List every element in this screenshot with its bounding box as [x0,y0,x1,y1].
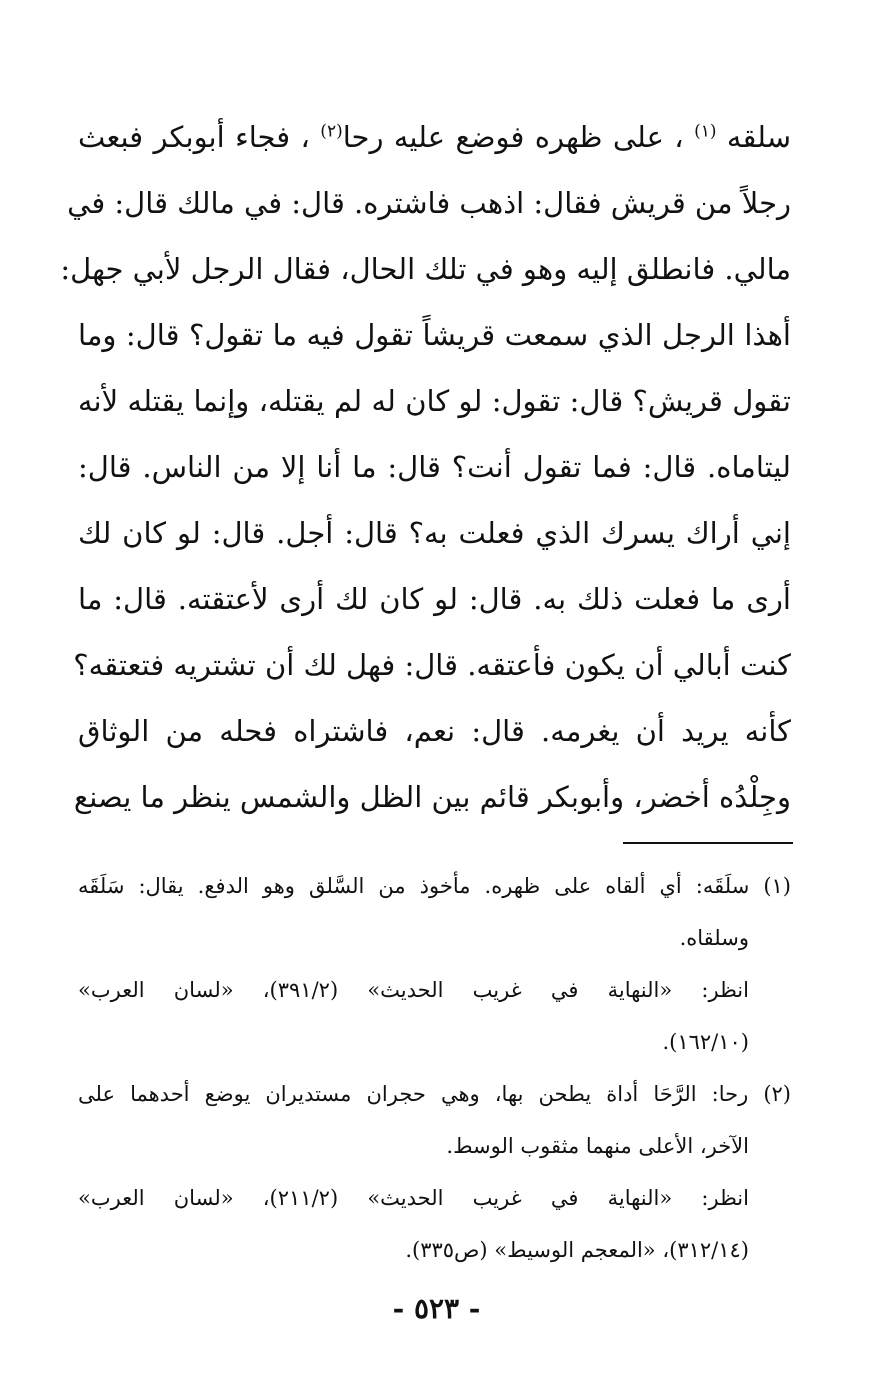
main-text [60,104,792,830]
footnotes [78,860,791,1276]
text-fragment: سلقه [726,120,792,154]
footnote-line: (١) سلَقَه: أي ألقاه على ظهره. مأخوذ من السَّلق وهو الدفع. يقال: سَلَقَه [78,874,791,898]
footnote-source-line: انظر: «النهاية في غريب الحديث» (٣٩١/٢)، «لسان العرب» [78,978,749,1002]
footnote-divider [623,842,793,844]
text-line: مالي. فانطلق إليه وهو في تلك الحال، فقال الرجل لأبي جهل: [60,252,791,286]
text-line: ليتاماه. قال: فما تقول أنت؟ قال: ما أنا إلا من الناس. قال: [78,450,791,484]
footnote-2 [78,1068,791,1276]
footnote-1 [78,860,791,1068]
text-line: وجِلْدُه أخضر، وأبوبكر قائم بين الظل والشمس ينظر ما يصنع [73,780,791,814]
text-line: كنت أبالي أن يكون فأعتقه. قال: فهل لك أن تشتريه فتعتقه؟ [73,648,791,682]
text-line: إني أراك يسرك الذي فعلت به؟ قال: أجل. قال: لو كان لك [78,516,791,550]
footnote-source-line: انظر: «النهاية في غريب الحديث» (٢١١/٢)، «لسان العرب» [78,1186,749,1210]
footnote-source-line: (٣١٢/١٤)، «المعجم الوسيط» (ص٣٣٥). [405,1238,749,1262]
footnote-line: (٢) رحا: الرَّحَا أداة يطحن بها، وهي حجران مستديران يوضع أحدهما على [78,1082,791,1106]
footnote-ref-1[interactable]: (١) [694,121,717,142]
footnote-line: الآخر، الأعلى منهما مثقوب الوسط. [446,1134,749,1158]
text-fragment: ، فجاء أبوبكر فبعث [78,120,310,154]
text-line: أرى ما فعلت ذلك به. قال: لو كان لك أرى لأعتقته. قال: ما [78,582,791,616]
text-line [78,104,791,170]
text-line: رجلاً من قريش فقال: اذهب فاشتره. قال: في مالك قال: في [67,186,791,220]
footnote-source-line: (١٦٢/١٠). [662,1030,749,1054]
footnote-ref-2[interactable]: (٢) [320,121,343,142]
text-line: أهذا الرجل الذي سمعت قريشاً تقول فيه ما تقول؟ قال: وما [78,318,791,352]
footnote-line: وسلقاه. [679,926,749,950]
page-number: - ٥٢٣ - [392,1292,481,1325]
text-line: تقول قريش؟ قال: تقول: لو كان له لم يقتله، وإنما يقتله لأنه [78,384,792,418]
text-fragment: ، على ظهره فوضع عليه رحا [342,120,684,154]
text-line: كأنه يريد أن يغرمه. قال: نعم، فاشتراه فحله من الوثاق [78,714,791,748]
